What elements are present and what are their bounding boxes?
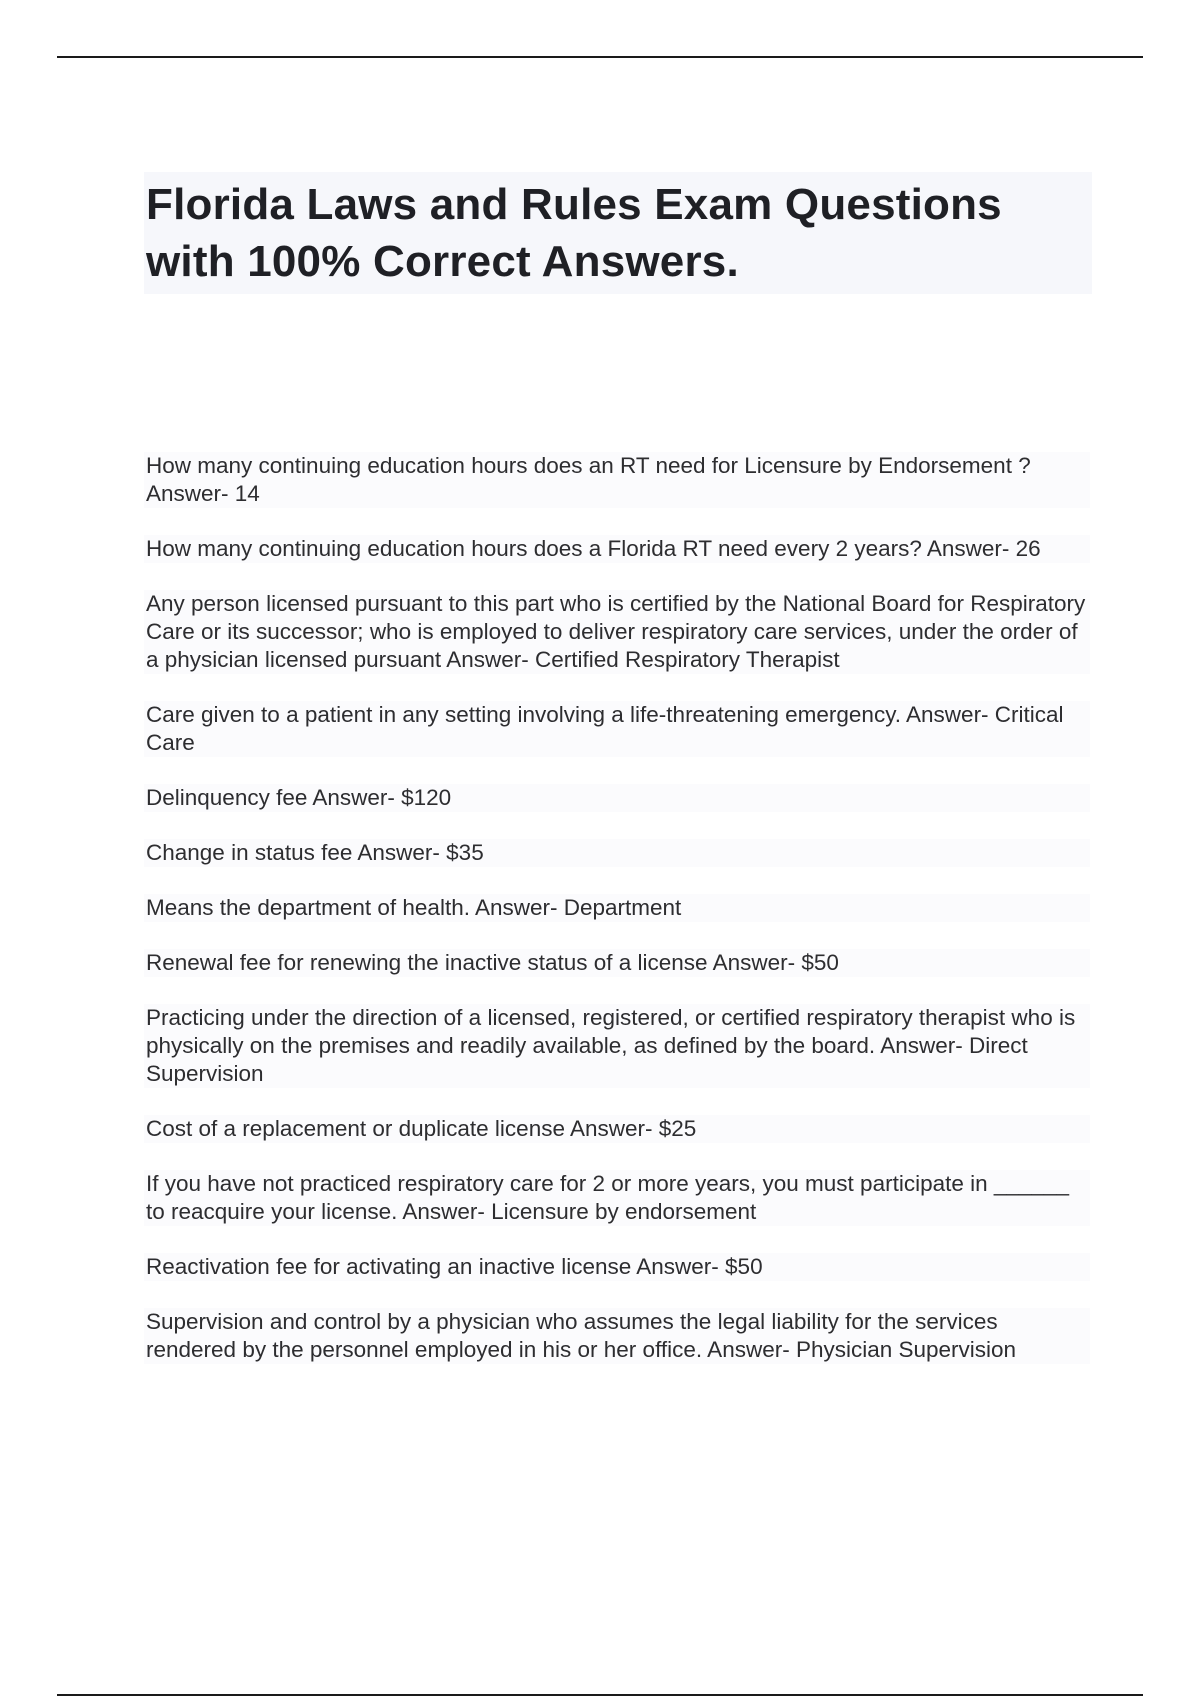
qa-item: Means the department of health. Answer- Department [144, 894, 1090, 922]
bottom-rule [57, 1694, 1143, 1696]
title-block [144, 172, 1092, 294]
qa-item: Change in status fee Answer- $35 [144, 839, 1090, 867]
qa-item: Care given to a patient in any setting involving a life-threatening emergency. Answer- Critical Care [144, 701, 1090, 757]
qa-item: Any person licensed pursuant to this part who is certified by the National Board for Respiratory Care or its successor; who is employed to deliver respiratory care services, under the order of a physician licensed pursuant Answer- Certified Respiratory Therapist [144, 590, 1090, 674]
qa-item: Practicing under the direction of a licensed, registered, or certified respiratory therapist who is physically on the premises and readily available, as defined by the board. Answer- Direct Supervision [144, 1004, 1090, 1088]
qa-item: Supervision and control by a physician who assumes the legal liability for the services rendered by the personnel employed in his or her office. Answer- Physician Supervision [144, 1308, 1090, 1364]
qa-item: Cost of a replacement or duplicate license Answer- $25 [144, 1115, 1090, 1143]
document-title: Florida Laws and Rules Exam Questions with 100% Correct Answers. [146, 180, 1002, 286]
qa-item: How many continuing education hours does a Florida RT need every 2 years? Answer- 26 [144, 535, 1090, 563]
qa-item: Reactivation fee for activating an inactive license Answer- $50 [144, 1253, 1090, 1281]
qa-item: Delinquency fee Answer- $120 [144, 784, 1090, 812]
top-rule [57, 56, 1143, 58]
qa-item: Renewal fee for renewing the inactive status of a license Answer- $50 [144, 949, 1090, 977]
qa-list [144, 452, 1090, 1391]
qa-item: How many continuing education hours does an RT need for Licensure by Endorsement ? Answer- 14 [144, 452, 1090, 508]
qa-item: If you have not practiced respiratory care for 2 or more years, you must participate in ______ to reacquire your license. Answer- Licensure by endorsement [144, 1170, 1090, 1226]
